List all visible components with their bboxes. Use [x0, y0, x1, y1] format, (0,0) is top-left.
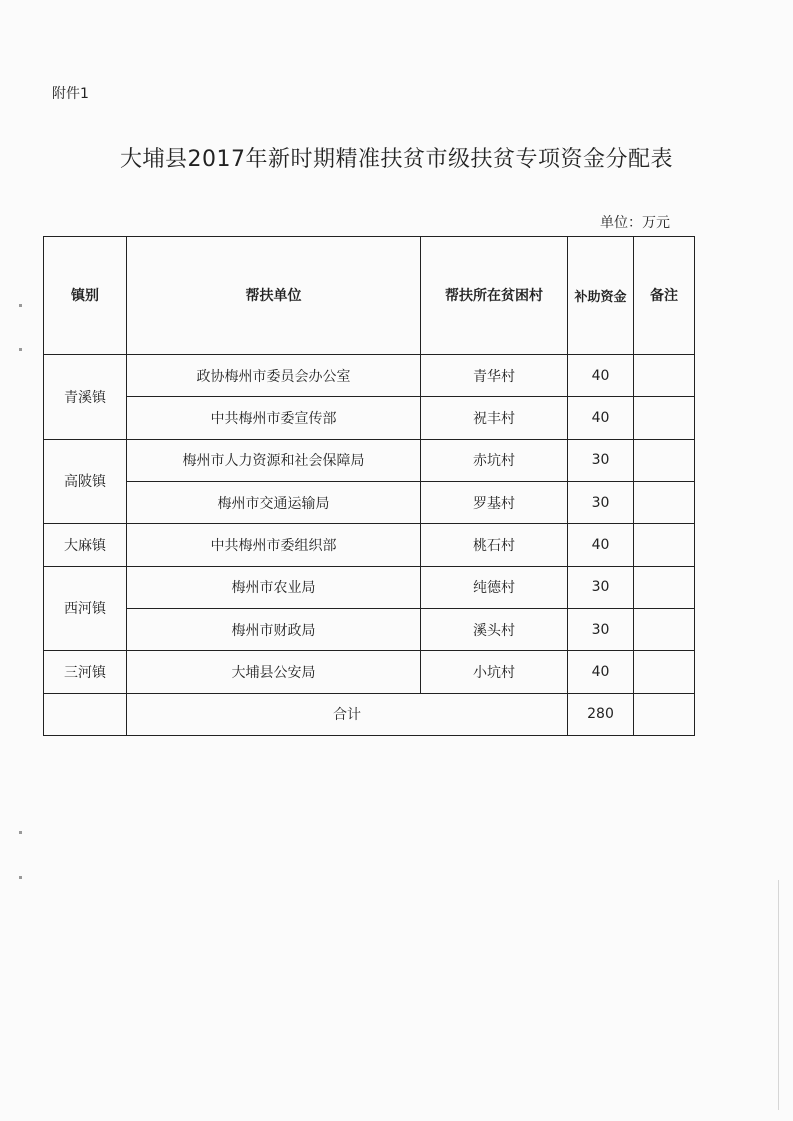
table-row	[44, 481, 695, 523]
scan-mark	[19, 876, 22, 879]
table-row	[44, 608, 695, 650]
village-cell: 赤坑村	[421, 439, 568, 481]
unit-cell: 中共梅州市委宣传部	[127, 397, 421, 439]
village-cell: 溪头村	[421, 608, 568, 650]
remarks-cell	[634, 608, 695, 650]
remarks-cell	[634, 354, 695, 396]
page-title: 大埔县2017年新时期精准扶贫市级扶贫专项资金分配表	[120, 147, 673, 172]
village-cell: 罗基村	[421, 481, 568, 523]
scan-mark	[19, 831, 22, 834]
funds-cell: 40	[568, 354, 634, 396]
unit-cell: 梅州市农业局	[127, 566, 421, 608]
header-town: 镇别	[44, 237, 127, 355]
table-row	[44, 354, 695, 396]
funds-cell: 30	[568, 439, 634, 481]
remarks-cell	[634, 397, 695, 439]
remarks-cell	[634, 524, 695, 566]
town-cell: 大麻镇	[44, 524, 127, 566]
table-row	[44, 439, 695, 481]
remarks-cell	[634, 439, 695, 481]
table-row	[44, 651, 695, 693]
total-row	[44, 693, 695, 735]
funds-cell: 40	[568, 524, 634, 566]
header-funds: 补助资金	[568, 237, 634, 355]
unit-cell: 中共梅州市委组织部	[127, 524, 421, 566]
total-funds: 280	[568, 693, 634, 735]
unit-cell: 梅州市财政局	[127, 608, 421, 650]
total-remarks	[634, 693, 695, 735]
village-cell: 桃石村	[421, 524, 568, 566]
village-cell: 青华村	[421, 354, 568, 396]
village-cell: 纯德村	[421, 566, 568, 608]
total-label: 合计	[127, 693, 568, 735]
funds-cell: 30	[568, 481, 634, 523]
village-cell: 祝丰村	[421, 397, 568, 439]
attachment-label: 附件1	[52, 86, 89, 102]
scan-edge-line	[778, 880, 779, 1110]
town-cell: 青溪镇	[44, 354, 127, 439]
funds-cell: 30	[568, 608, 634, 650]
remarks-cell	[634, 651, 695, 693]
town-cell: 高陂镇	[44, 439, 127, 524]
funds-cell: 30	[568, 566, 634, 608]
remarks-cell	[634, 481, 695, 523]
total-empty-cell	[44, 693, 127, 735]
scan-mark	[19, 304, 22, 307]
table-row	[44, 566, 695, 608]
header-remarks: 备注	[634, 237, 695, 355]
scan-mark	[19, 348, 22, 351]
unit-note: 单位：万元	[600, 215, 670, 231]
remarks-cell	[634, 566, 695, 608]
table-row	[44, 524, 695, 566]
header-village: 帮扶所在贫困村	[421, 237, 568, 355]
town-cell: 西河镇	[44, 566, 127, 651]
allocation-table	[43, 236, 695, 736]
header-unit: 帮扶单位	[127, 237, 421, 355]
table-header-row	[44, 237, 695, 355]
town-cell: 三河镇	[44, 651, 127, 693]
unit-cell: 大埔县公安局	[127, 651, 421, 693]
table-row	[44, 397, 695, 439]
village-cell: 小坑村	[421, 651, 568, 693]
unit-cell: 政协梅州市委员会办公室	[127, 354, 421, 396]
funds-cell: 40	[568, 397, 634, 439]
funds-cell: 40	[568, 651, 634, 693]
unit-cell: 梅州市人力资源和社会保障局	[127, 439, 421, 481]
unit-cell: 梅州市交通运输局	[127, 481, 421, 523]
